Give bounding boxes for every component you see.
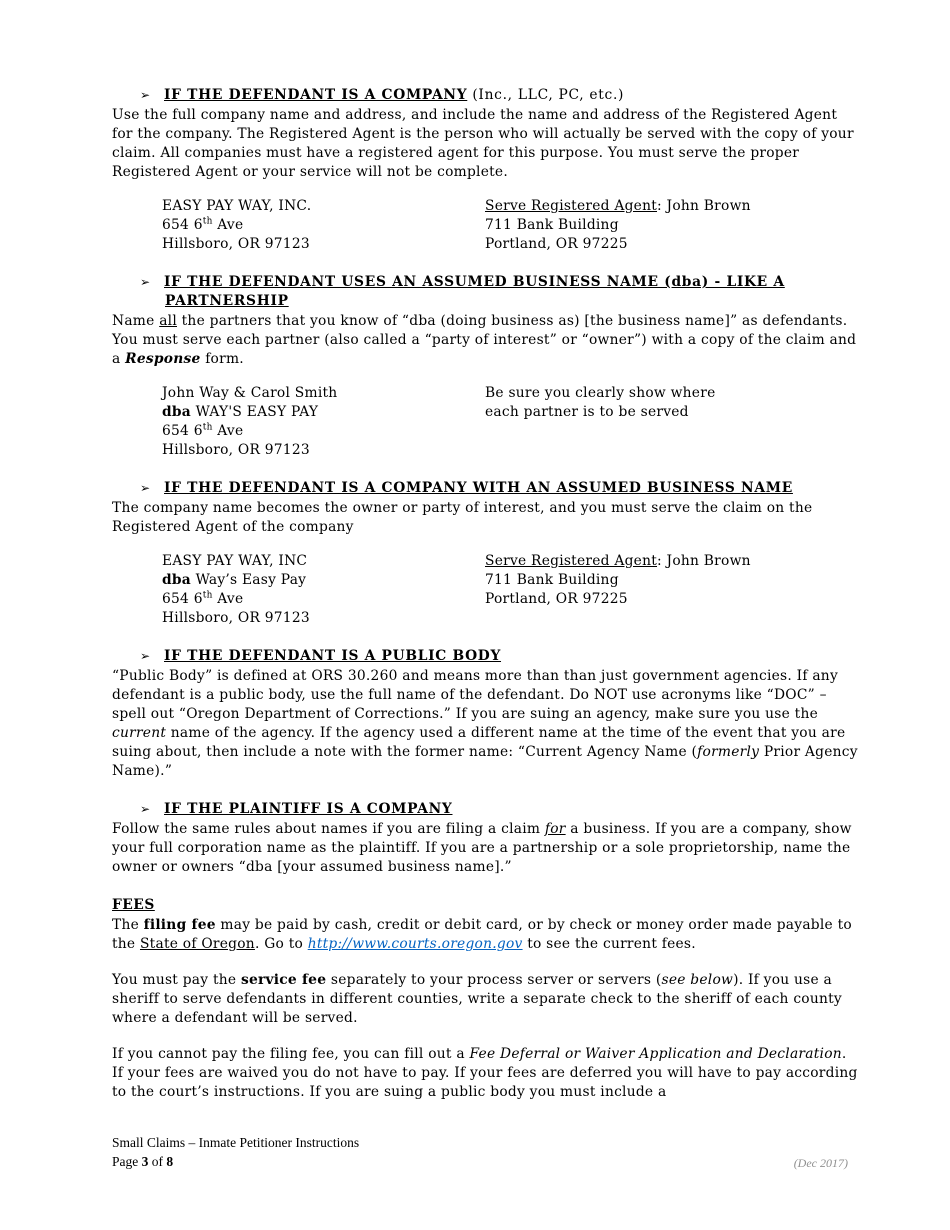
text-segment: WAY'S EASY PAY xyxy=(190,404,319,420)
text-segment: PARTNERSHIP xyxy=(165,293,289,309)
text-segment: form. xyxy=(200,351,244,367)
paragraph xyxy=(112,106,858,182)
example-line xyxy=(485,235,751,254)
footer-revision-date xyxy=(794,1154,848,1173)
text-segment: Use the full company name and address, and include the name and address of the Registered Agent for the company. The Registered Agent is the person who will actually be served with the copy of your claim. All companies must have a registered agent for this purpose. You must serve the proper Registered Agent or your service will not be complete. xyxy=(112,107,859,180)
example-line xyxy=(162,422,485,441)
text-segment: IF THE DEFENDANT IS A COMPANY xyxy=(164,87,468,103)
text-segment: service fee xyxy=(240,972,327,988)
text-segment: Ave xyxy=(212,423,244,439)
footer-page-row xyxy=(112,1153,848,1172)
text-segment: Page xyxy=(112,1153,142,1169)
example-line xyxy=(485,384,715,403)
section-heading-text xyxy=(164,480,793,496)
text-segment: State of Oregon xyxy=(139,936,255,952)
text-segment: 654 6 xyxy=(162,423,203,439)
example-line xyxy=(162,609,485,628)
text-segment: dba xyxy=(162,572,191,588)
text-segment: (Dec 2017) xyxy=(793,1155,848,1170)
text-segment: Fee Deferral or Waiver Application and Declaration xyxy=(469,1046,842,1062)
text-segment: IF THE DEFENDANT IS A PUBLIC BODY xyxy=(164,648,502,664)
example-block xyxy=(162,197,858,254)
arrow-bullet-icon: ➢ xyxy=(140,275,151,289)
footer-page-number xyxy=(112,1154,173,1169)
text-segment: Ave xyxy=(212,217,244,233)
section-heading-text xyxy=(164,801,452,817)
text-segment: Follow the same rules about names if you are filing a claim xyxy=(112,821,545,837)
text-segment: Prior Agency Name).” xyxy=(112,744,863,779)
section-heading xyxy=(112,647,858,666)
text-segment: Hillsboro, OR 97123 xyxy=(162,236,310,252)
paragraph xyxy=(112,916,858,954)
text-segment: The company name becomes the owner or party of interest, and you must serve the claim on the Registered Agent of the company xyxy=(112,500,818,535)
text-segment: name of the agency. If the agency used a different name at the time of the event that you are suing about, then include a note with the former name: “Current Agency Name ( xyxy=(112,725,851,760)
text-segment: John Way & Carol Smith xyxy=(162,385,338,401)
text-segment: Ave xyxy=(212,591,244,607)
example-line xyxy=(485,197,751,216)
section-heading xyxy=(112,479,858,498)
example-line xyxy=(162,235,485,254)
text-segment: If you cannot pay the filing fee, you can fill out a xyxy=(112,1046,470,1062)
text-segment: EASY PAY WAY, INC. xyxy=(162,198,312,214)
section-heading xyxy=(112,86,858,105)
section-fees xyxy=(112,896,863,1102)
section-heading-text xyxy=(164,87,624,103)
arrow-bullet-icon: ➢ xyxy=(140,88,151,102)
arrow-bullet-icon: ➢ xyxy=(140,649,151,663)
text-segment: th xyxy=(202,216,213,227)
text-segment: 711 Bank Building xyxy=(485,217,619,233)
text-segment: Name xyxy=(112,313,160,329)
page-footer xyxy=(112,1134,848,1171)
text-segment: for xyxy=(544,821,566,837)
text-segment: all xyxy=(159,313,177,329)
text-segment: Small Claims – Inmate Petitioner Instructions xyxy=(112,1135,360,1150)
example-block xyxy=(162,384,858,460)
example-service-info xyxy=(485,552,751,628)
text-segment: Be sure you clearly show where xyxy=(485,385,716,401)
example-line xyxy=(162,384,485,403)
text-segment: Serve Registered Agent xyxy=(485,198,658,214)
text-segment: of xyxy=(148,1153,167,1169)
example-line xyxy=(485,216,751,235)
text-segment: the partners that you know of “dba (doing business as) [the business name]” as defendants. You must serve each partner (also called a “party of interest” or “owner”) with a copy of the claim and a xyxy=(112,313,861,367)
text-segment: : John Brown xyxy=(657,553,751,569)
text-segment: 711 Bank Building xyxy=(485,572,619,588)
paragraph xyxy=(112,820,858,877)
text-segment: current xyxy=(112,725,167,741)
text-segment: Serve Registered Agent xyxy=(485,553,658,569)
text-segment: may be paid by cash, credit or debit card, or by check or money order made payable to the xyxy=(112,917,857,952)
arrow-bullet-icon: ➢ xyxy=(140,802,151,816)
text-segment: Hillsboro, OR 97123 xyxy=(162,442,310,458)
example-line xyxy=(485,552,751,571)
paragraph xyxy=(112,312,861,369)
example-defendant-address xyxy=(162,384,485,460)
text-segment: dba xyxy=(162,404,191,420)
text-segment: : John Brown xyxy=(657,198,751,214)
example-line xyxy=(162,441,485,460)
example-line xyxy=(162,403,485,422)
text-segment: 3 xyxy=(141,1153,149,1169)
text-segment: th xyxy=(202,422,213,433)
section-public-body xyxy=(112,647,863,781)
example-line xyxy=(162,216,485,235)
footer-document-title xyxy=(112,1134,848,1153)
example-line xyxy=(162,571,485,590)
section-company-with-assumed-name xyxy=(112,479,858,628)
text-segment: separately to your process server or servers ( xyxy=(326,972,662,988)
paragraph xyxy=(112,1045,863,1102)
text-segment: see below xyxy=(661,972,734,988)
text-segment: Portland, OR 97225 xyxy=(485,591,628,607)
paragraph xyxy=(112,499,858,537)
paragraph xyxy=(112,971,858,1028)
arrow-bullet-icon: ➢ xyxy=(140,481,151,495)
example-service-info xyxy=(485,384,715,460)
example-line xyxy=(162,552,485,571)
text-segment: to see the current fees. xyxy=(522,936,696,952)
text-segment: . Go to xyxy=(254,936,308,952)
example-line xyxy=(485,403,715,422)
section-heading-text xyxy=(164,648,501,664)
text-segment: th xyxy=(202,590,213,601)
text-segment: (Inc., LLC, PC, etc.) xyxy=(467,87,625,103)
example-service-info xyxy=(485,197,751,254)
text-segment: Way’s Easy Pay xyxy=(190,572,307,588)
paragraph xyxy=(112,667,863,781)
text-segment: filing fee xyxy=(143,917,216,933)
section-defendant-company xyxy=(112,86,858,254)
text-segment: 654 6 xyxy=(162,217,203,233)
text-segment: “Public Body” is defined at ORS 30.260 and means more than than just government agencies. If any defendant is a public body, use the full name of the defendant. Do NOT use acronyms like “DOC” – spell out “Oregon Department of Corrections.” If you are suing an agency, make sure you use the xyxy=(112,668,843,722)
example-line xyxy=(162,590,485,609)
courts-website-link[interactable]: http://www.courts.oregon.gov xyxy=(307,936,523,952)
section-assumed-business-name xyxy=(112,273,861,460)
text-segment: You must pay the xyxy=(112,972,241,988)
text-segment: 8 xyxy=(166,1153,174,1169)
text-segment: IF THE DEFENDANT USES AN ASSUMED BUSINESS NAME (dba) - LIKE A xyxy=(164,274,785,290)
section-plaintiff-company xyxy=(112,800,858,877)
text-segment: ). If you use a sheriff to serve defendants in different counties, write a separate check to the sheriff of each county where a defendant will be served. xyxy=(112,972,847,1026)
example-block xyxy=(162,552,858,628)
text-segment: each partner is to be served xyxy=(485,404,689,420)
example-line xyxy=(485,571,751,590)
section-heading xyxy=(112,800,858,819)
document-content xyxy=(112,86,863,1121)
text-segment: . If your fees are waived you do not have to pay. If your fees are deferred you will have to pay according to the court’s instructions. If you are suing a public body you must include a xyxy=(112,1046,863,1100)
text-segment: a business. If you are a company, show your full corporation name as the plaintiff. If you are a partnership or a sole proprietorship, name the owner or owners “dba [your assumed business name].” xyxy=(112,821,857,875)
text-segment: Hillsboro, OR 97123 xyxy=(162,610,310,626)
text-segment: EASY PAY WAY, INC xyxy=(162,553,308,569)
text-segment: Response xyxy=(125,351,201,367)
text-segment: IF THE DEFENDANT IS A COMPANY WITH AN ASSUMED BUSINESS NAME xyxy=(164,480,793,496)
section-heading-text xyxy=(164,274,785,309)
text-segment: The xyxy=(112,917,144,933)
example-defendant-address xyxy=(162,197,485,254)
example-line xyxy=(162,197,485,216)
text-segment: 654 6 xyxy=(162,591,203,607)
text-segment: formerly xyxy=(697,744,760,760)
text-segment: IF THE PLAINTIFF IS A COMPANY xyxy=(164,801,453,817)
fees-heading: FEES xyxy=(112,897,155,913)
section-heading xyxy=(112,273,858,311)
text-segment: Portland, OR 97225 xyxy=(485,236,628,252)
example-line xyxy=(485,590,751,609)
example-defendant-address xyxy=(162,552,485,628)
